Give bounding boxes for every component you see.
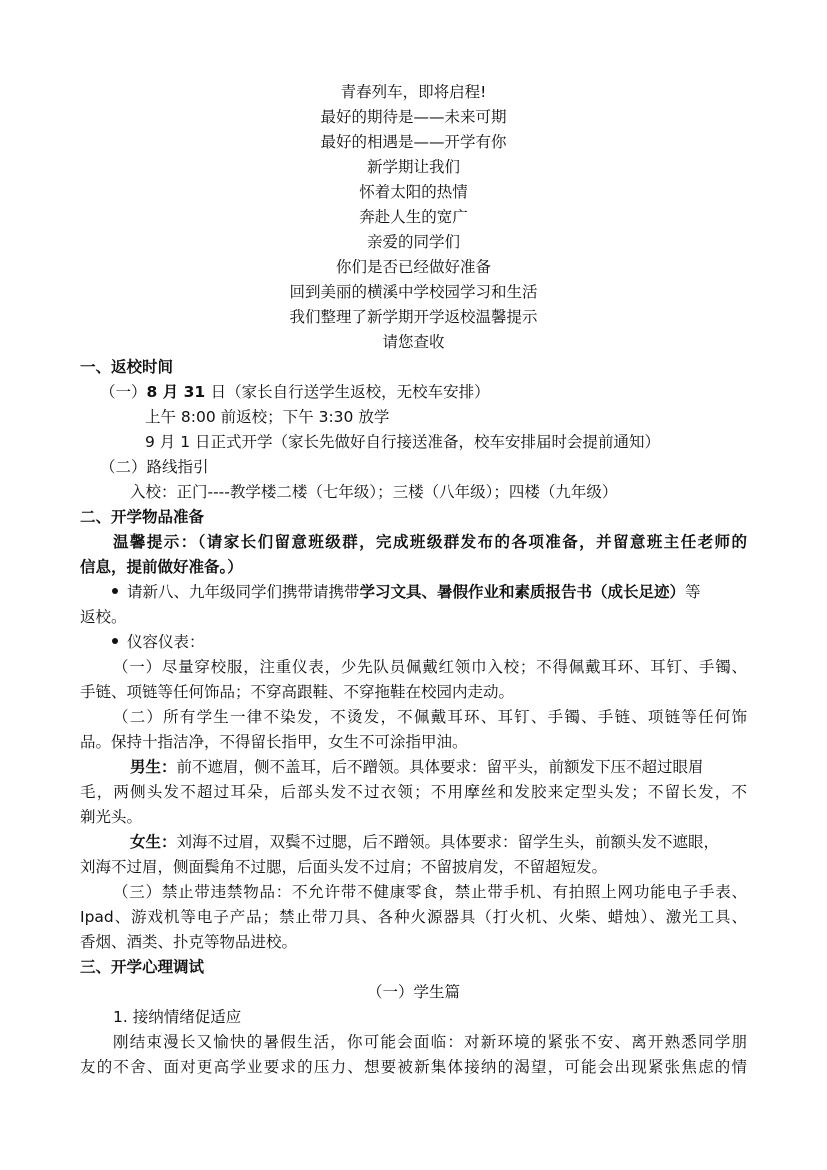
psych-item-1: 1. 接纳情绪促适应 xyxy=(113,1008,242,1026)
appearance-rule-2: （二）所有学生一律不染发，不烫发，不佩戴耳环、耳钉、手镯、手链、项链等任何饰 xyxy=(113,708,747,726)
poem-line: 最好的相遇是——开学有你 xyxy=(320,133,507,151)
section-heading-return-time: 一、返校时间 xyxy=(80,358,174,376)
supplies-list: 学习文具、暑假作业和素质报告书（成长足迹） xyxy=(359,583,686,601)
boys-rule-end: 剃光头。 xyxy=(80,808,143,826)
poem-line: 我们整理了新学期开学返校温馨提示 xyxy=(289,308,538,326)
appearance-rule-1-cont: 手链、项链等任何饰品；不穿高跟鞋、不穿拖鞋在校园内走动。 xyxy=(80,683,515,701)
reminder-text-cont: 信息，提前做好准备。） xyxy=(80,558,243,576)
girls-rule xyxy=(130,830,719,855)
opening-poem xyxy=(0,80,827,355)
psych-paragraph-cont: 友的不舍、面对更高学业要求的压力、想要被新集体接纳的渴望，可能会出现紧张焦虑的情 xyxy=(80,1058,747,1076)
appearance-rule-1: （一）尽量穿校服，注重仪表，少先队员佩戴红领巾入校；不得佩戴耳环、耳钉、手镯、 xyxy=(113,658,747,676)
reminder-text: 温馨提示：（请家长们留意班级群，完成班级群发布的各项准备，并留意班主任老师的 xyxy=(113,533,747,551)
psych-paragraph: 刚结束漫长又愉快的暑假生活，你可能会面临：对新环境的紧张不安、离开熟悉同学朋 xyxy=(113,1033,747,1051)
poem-line: 新学期让我们 xyxy=(366,158,460,176)
poem-line: 请您查收 xyxy=(382,333,445,351)
bullet-text-end: 等 xyxy=(685,583,701,601)
boys-rule-text: 前不遮眉，侧不盖耳，后不蹭领。具体要求：留平头，前额发下压不超过眼眉 xyxy=(176,758,704,776)
boys-label: 男生： xyxy=(130,758,177,776)
poem-line: 怀着太阳的热情 xyxy=(359,183,468,201)
section-heading-supplies: 二、开学物品准备 xyxy=(80,508,205,526)
item-prefix: （一） xyxy=(100,383,147,401)
poem-line: 你们是否已经做好准备 xyxy=(335,258,491,276)
return-schedule: 上午 8:00 前返校；下午 3:30 放学 xyxy=(145,408,390,426)
boys-rule-cont: 毛，两侧头发不超过耳朵，后部头发不过衣领；不用摩丝和发胶来定型头发；不留长发，不 xyxy=(80,783,747,801)
route-guide-heading: （二）路线指引 xyxy=(100,458,209,476)
return-date: 8 月 31 xyxy=(146,383,211,401)
poem-line: 亲爱的同学们 xyxy=(366,233,460,251)
girls-label: 女生： xyxy=(130,833,177,851)
prohibited-items-rule: （三）禁止带违禁物品：不允许带不健康零食，禁止带手机、有拍照上网功能电子手表、 xyxy=(113,883,747,901)
poem-line: 青春列车，即将启程! xyxy=(340,83,487,101)
prohibited-items-cont: Ipad、游戏机等电子产品；禁止带刀具、各种火源器具（打火机、火柴、蜡烛）、激光工具、 xyxy=(80,908,747,926)
students-subheading: （一）学生篇 xyxy=(366,983,460,1001)
girls-rule-cont: 刘海不过眉，侧面鬓角不过腮，后面头发不过肩；不留披肩发，不留超短发。 xyxy=(80,858,608,876)
prohibited-items-end: 香烟、酒类、扑克等物品进校。 xyxy=(80,933,298,951)
appearance-rule-2-cont: 品。保持十指洁净，不得留长指甲，女生不可涂指甲油。 xyxy=(80,733,468,751)
poem-line: 奔赴人生的宽广 xyxy=(359,208,468,226)
bullet-appearance xyxy=(112,630,205,655)
bullet-icon xyxy=(112,638,118,644)
return-time-item-1 xyxy=(100,380,490,405)
school-start-date: 9 月 1 日正式开学（家长先做好自行接送准备，校车安排届时会提前通知） xyxy=(145,433,661,451)
section-heading-psychology: 三、开学心理调试 xyxy=(80,958,205,976)
poem-line: 最好的期待是——未来可期 xyxy=(320,108,507,126)
poem-line: 回到美丽的横溪中学校园学习和生活 xyxy=(289,283,538,301)
bullet-text: 请新八、九年级同学们携带请携带 xyxy=(127,583,360,601)
boys-rule xyxy=(130,755,704,780)
bullet-supplies xyxy=(112,580,701,605)
item-text: 日（家长自行送学生返校，无校车安排） xyxy=(210,383,490,401)
bullet-text: 仪容仪表： xyxy=(127,633,205,651)
girls-rule-text: 刘海不过眉，双鬓不过腮，后不蹭领。具体要求：留学生头，前额头发不遮眼， xyxy=(176,833,720,851)
bullet-supplies-cont: 返校。 xyxy=(80,608,127,626)
route-guide-text: 入校：正门----教学楼二楼（七年级）；三楼（八年级）；四楼（九年级） xyxy=(130,483,618,501)
bullet-icon xyxy=(112,588,118,594)
